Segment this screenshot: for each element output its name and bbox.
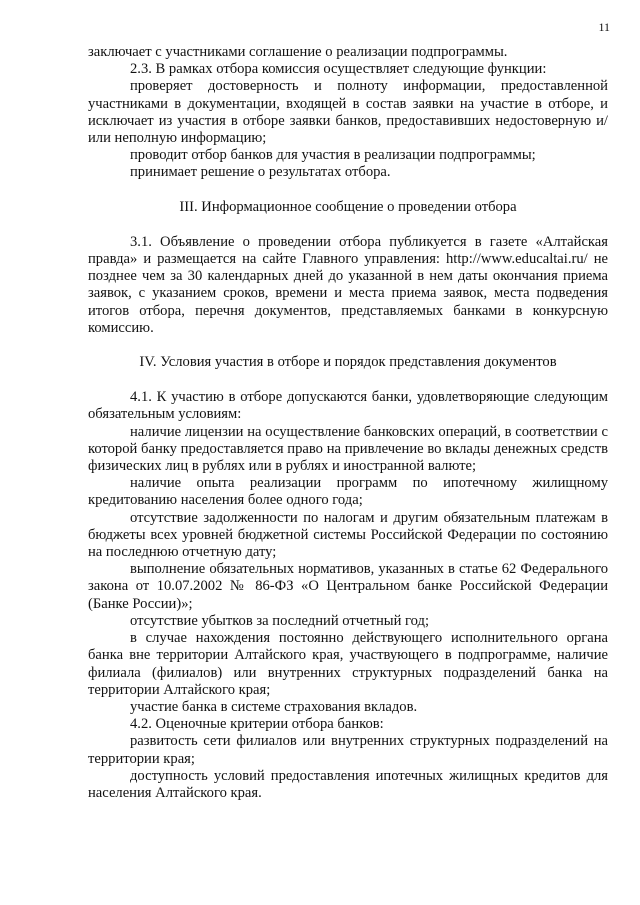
paragraph: наличие опыта реализации программ по ипотечному жилищному кредитованию населения более одного года; — [88, 475, 608, 509]
page-number: 11 — [598, 20, 610, 34]
paragraph: отсутствие убытков за последний отчетный год; — [130, 612, 430, 629]
paragraph: заключает с участниками соглашение о реализации подпрограммы. — [88, 44, 508, 60]
paragraph: в случае нахождения постоянно действующего исполнительного органа банка вне территории Алтайского края, участвующего в подпрограмме, наличие филиала (филиалов) или внутренних структурных подразделений банка на территории Алтайского края; — [88, 630, 608, 698]
paragraph: 4.1. К участию в отборе допускаются банки, удовлетворяющие следующим обязательным условиям: — [88, 389, 608, 423]
paragraph: 2.3. В рамках отбора комиссия осуществляет следующие функции: — [130, 61, 547, 78]
paragraph: доступность условий предоставления ипотечных жилищных кредитов для населения Алтайского края. — [88, 767, 608, 801]
paragraph: наличие лицензии на осуществление банковских операций, в соответствии с которой банку предоставляется право на привлечение во вклады денежных средств физических лиц в рублях или в рублях и иностранной валюте; — [88, 423, 608, 475]
paragraph: 4.2. Оценочные критерии отбора банков: — [130, 716, 384, 733]
paragraph: участие банка в системе страхования вкладов. — [130, 698, 418, 715]
paragraph: 3.1. Объявление о проведении отбора публикуется в газете «Алтайская правда» и размещается на сайте Главного управления: http://www.educaltai.ru/ не позднее чем за 30 календарных дней до указанной в нем даты окончания приема заявок, с указанием сроков, времени и места приема заявок, места подведения итогов отбора, перечня документов, представляемых банками в конкурсную комиссию. — [88, 233, 608, 336]
paragraph: проверяет достоверность и полноту информации, предоставленной участниками в документации, входящей в состав заявки на участие в отборе, и исключает из участия в отборе заявки банков, предоставивших недостоверную и/или неполную информацию; — [88, 78, 608, 147]
section-heading-3: III. Информационное сообщение о проведении отбора — [179, 198, 517, 215]
paragraph: проводит отбор банков для участия в реализации подпрограммы; — [130, 147, 536, 164]
paragraph: выполнение обязательных нормативов, указанных в статье 62 Федерального закона от 10.07.2002 № 86-ФЗ «О Центральном банке Российской Федерации (Банке России)»; — [88, 561, 608, 612]
page-content — [88, 44, 608, 802]
paragraph: отсутствие задолженности по налогам и другим обязательным платежам в бюджеты всех уровней бюджетной системы Российской Федерации по состоянию на последнюю отчетную дату; — [88, 509, 608, 561]
paragraph: развитость сети филиалов или внутренних структурных подразделений на территории края; — [88, 733, 608, 767]
paragraph: принимает решение о результатах отбора. — [130, 164, 391, 181]
section-heading-4: IV. Условия участия в отборе и порядок представления документов — [139, 354, 557, 371]
